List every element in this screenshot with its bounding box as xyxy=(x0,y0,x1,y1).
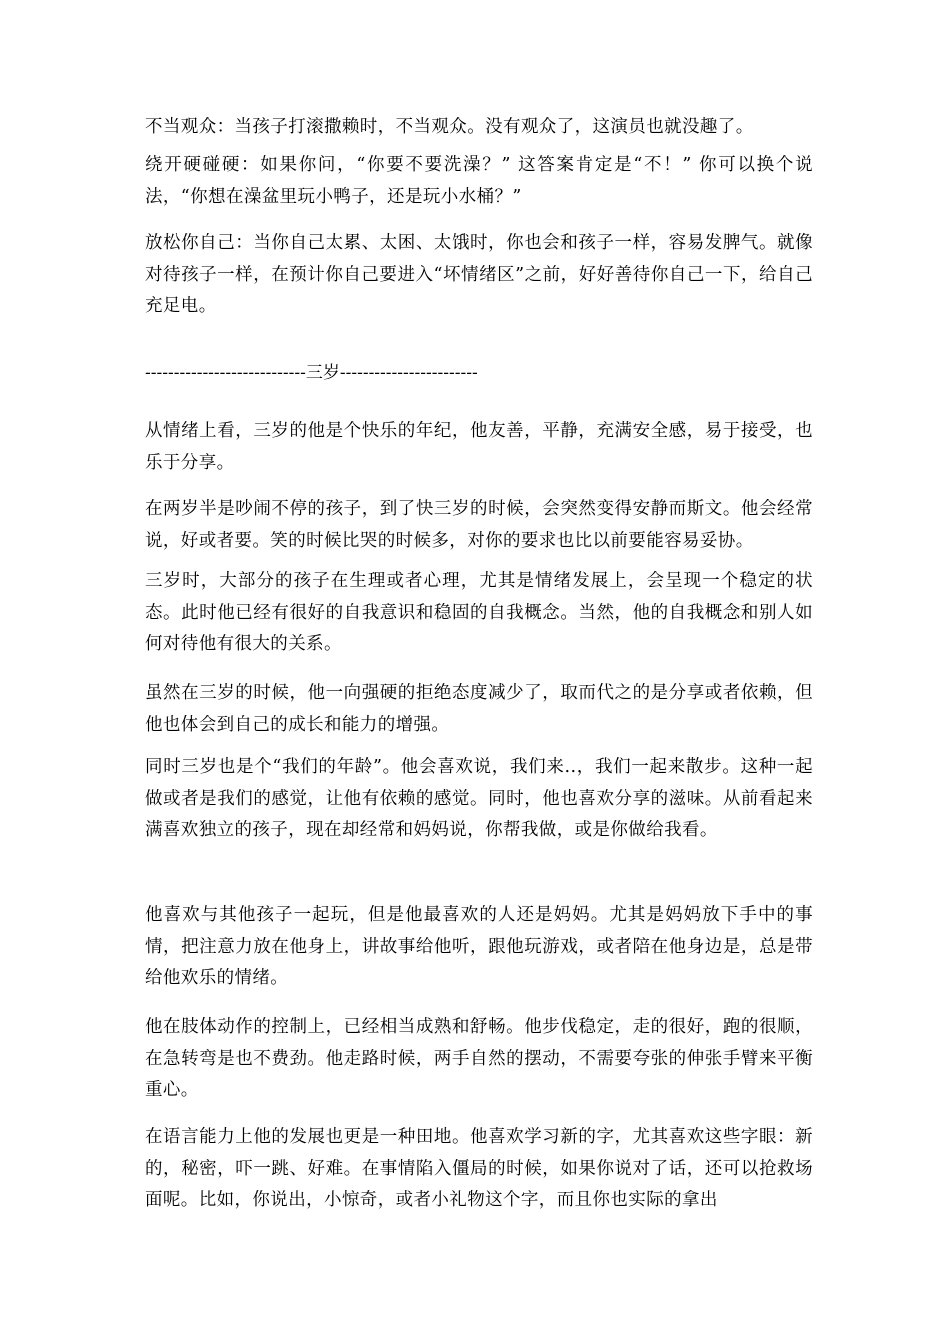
section-title: 三岁 xyxy=(305,363,340,383)
paragraph-motor-control: 他在肢体动作的控制上，已经相当成熟和舒畅。他步伐稳定，走的很好，跑的很顺，在急转弯是也不费劲。他走路时候，两手自然的摆动，不需要夸张的伸张手臂来平衡重心。 xyxy=(145,1017,813,1100)
paragraph-we-age: 同时三岁也是个“我们的年龄”。他会喜欢说，我们来..，我们一起来散步。这种一起做或者是我们的感觉，让他有依赖的感觉。同时，他也喜欢分享的滋味。从前看起来满喜欢独立的孩子，现在却经常和妈妈说，你帮我做，或是你做给我看。 xyxy=(145,757,813,840)
divider-right-dashes: ------------------------ xyxy=(339,363,478,383)
divider-left-dashes: ---------------------------- xyxy=(145,363,306,383)
paragraph-emotion-overview: 从情绪上看，三岁的他是个快乐的年纪，他友善，平静，充满安全感，易于接受，也乐于分享。 xyxy=(145,421,813,473)
paragraph-relax-yourself: 放松你自己：当你自己太累、太困、太饿时，你也会和孩子一样，容易发脾气。就像对待孩子一样，在预计你自己要进入“坏情绪区”之前，好好善待你自己一下，给自己充足电。 xyxy=(145,233,813,316)
paragraph-quiet-change: 在两岁半是吵闹不停的孩子，到了快三岁的时候，会突然变得安静而斯文。他会经常说，好或者要。笑的时候比哭的时候多，对你的要求也比以前要能容易妥协。 xyxy=(145,499,813,551)
section-divider xyxy=(145,358,813,388)
paragraph-avoid-confrontation: 绕开硬碰硬：如果你问，“你要不要洗澡？” 这答案肯定是“不！” 你可以换个说法，“你想在澡盆里玩小鸭子，还是玩小水桶？” xyxy=(145,155,813,207)
paragraph-loves-mom: 他喜欢与其他孩子一起玩，但是他最喜欢的人还是妈妈。尤其是妈妈放下手中的事情，把注意力放在他身上，讲故事给他听，跟他玩游戏，或者陪在他身边是，总是带给他欢乐的情绪。 xyxy=(145,905,813,988)
paragraph-stable-state: 三岁时，大部分的孩子在生理或者心理，尤其是情绪发展上，会呈现一个稳定的状态。此时他已经有很好的自我意识和稳固的自我概念。当然，他的自我概念和别人如何对待他有很大的关系。 xyxy=(145,571,813,654)
paragraph-sharing-dependence: 虽然在三岁的时候，他一向强硬的拒绝态度减少了，取而代之的是分享或者依赖，但他也体会到自己的成长和能力的增强。 xyxy=(145,683,813,735)
paragraph-no-audience: 不当观众：当孩子打滚撒赖时，不当观众。没有观众了，这演员也就没趣了。 xyxy=(145,117,754,137)
paragraph-language: 在语言能力上他的发展也更是一种田地。他喜欢学习新的字，尤其喜欢这些字眼：新的，秘密，吓一跳、好难。在事情陷入僵局的时候，如果你说对了话，还可以抢救场面呢。比如，你说出，小惊奇，或者小礼物这个字，而且你也实际的拿出 xyxy=(145,1127,813,1210)
